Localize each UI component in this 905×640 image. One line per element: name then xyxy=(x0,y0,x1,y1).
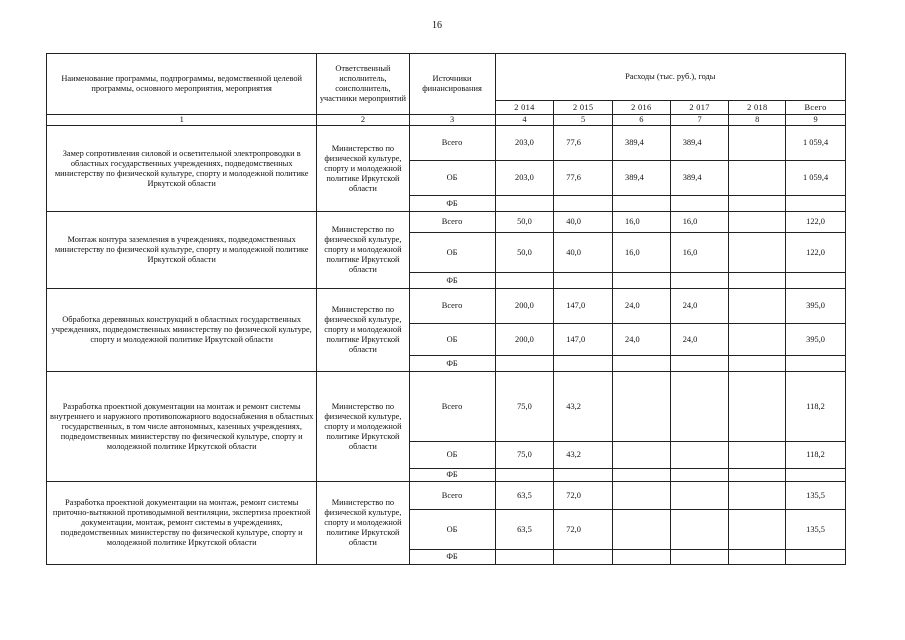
funding-source: Всего xyxy=(409,126,495,161)
value-cell xyxy=(729,212,786,233)
value-cell xyxy=(554,550,613,565)
value-cell: 203,0 xyxy=(495,161,554,196)
value-cell: 63,5 xyxy=(495,482,554,510)
value-cell xyxy=(729,324,786,356)
value-cell xyxy=(786,273,846,289)
value-cell xyxy=(786,356,846,372)
value-cell: 40,0 xyxy=(554,233,613,273)
measure-name: Разработка проектной документации на монтаж, ремонт системы приточно-вытяжной противодымной вентиляции, экспертиза проектной документации, монтаж, ремонт системы в учреждениях, подведомственных министерству по физической культуре, спорту и молодежной политике Иркутской области xyxy=(47,482,317,565)
value-cell: 122,0 xyxy=(786,233,846,273)
value-cell: 147,0 xyxy=(554,324,613,356)
value-cell xyxy=(670,356,729,372)
measure-name: Замер сопротивления силовой и осветительной электропроводки в областных государственных учреждениях, подведомственных министерству по физической культуре, спорту и молодежной политике Иркутской области xyxy=(47,126,317,212)
table-row xyxy=(47,482,846,510)
value-cell xyxy=(613,273,671,289)
value-cell: 75,0 xyxy=(495,442,554,469)
value-cell xyxy=(670,510,729,550)
value-cell xyxy=(729,442,786,469)
funding-source: ОБ xyxy=(409,233,495,273)
column-numbers-row xyxy=(47,115,846,126)
value-cell xyxy=(613,442,671,469)
value-cell xyxy=(729,356,786,372)
measure-name: Обработка деревянных конструкций в областных государственных учреждениях, подведомственных министерству по физической культуре, спорту и молодежной политике Иркутской области xyxy=(47,289,317,372)
value-cell xyxy=(495,273,554,289)
funding-source: ОБ xyxy=(409,161,495,196)
value-cell xyxy=(613,550,671,565)
value-cell: 72,0 xyxy=(554,510,613,550)
value-cell: 63,5 xyxy=(495,510,554,550)
header-year: 2 018 xyxy=(729,101,786,115)
executor: Министерство по физической культуре, спорту и молодежной политике Иркутской области xyxy=(317,289,409,372)
col-number: 2 xyxy=(317,115,409,126)
funding-source: ФБ xyxy=(409,273,495,289)
value-cell xyxy=(495,356,554,372)
value-cell: 135,5 xyxy=(786,482,846,510)
funding-source: ОБ xyxy=(409,442,495,469)
table-row xyxy=(47,212,846,233)
value-cell xyxy=(670,469,729,482)
measure-name: Разработка проектной документации на монтаж и ремонт системы внутреннего и наружного противопожарного водоснабжения в областных государственных, в том числе автономных, казенных учреждениях, подведомственных министерству по физической культуре, спорту и молодежной политике Иркутской области xyxy=(47,372,317,482)
value-cell xyxy=(729,482,786,510)
col-number: 3 xyxy=(409,115,495,126)
value-cell xyxy=(729,550,786,565)
header-executor: Ответственный исполнитель, соисполнитель, участники мероприятий xyxy=(317,54,409,115)
value-cell: 43,2 xyxy=(554,442,613,469)
value-cell: 43,2 xyxy=(554,372,613,442)
value-cell: 395,0 xyxy=(786,289,846,324)
value-cell: 389,4 xyxy=(670,161,729,196)
col-number: 7 xyxy=(670,115,729,126)
value-cell: 72,0 xyxy=(554,482,613,510)
value-cell: 24,0 xyxy=(670,289,729,324)
value-cell: 118,2 xyxy=(786,372,846,442)
value-cell xyxy=(554,469,613,482)
executor: Министерство по физической культуре, спорту и молодежной политике Иркутской области xyxy=(317,372,409,482)
value-cell xyxy=(729,126,786,161)
header-sources: Источники финансирования xyxy=(409,54,495,115)
value-cell: 16,0 xyxy=(670,212,729,233)
header-year: 2 015 xyxy=(554,101,613,115)
value-cell: 389,4 xyxy=(670,126,729,161)
value-cell xyxy=(670,372,729,442)
value-cell xyxy=(495,550,554,565)
funding-source: Всего xyxy=(409,289,495,324)
value-cell: 200,0 xyxy=(495,324,554,356)
value-cell xyxy=(670,196,729,212)
funding-source: ОБ xyxy=(409,510,495,550)
col-number: 5 xyxy=(554,115,613,126)
value-cell xyxy=(729,161,786,196)
value-cell: 203,0 xyxy=(495,126,554,161)
funding-source: Всего xyxy=(409,212,495,233)
funding-source: ФБ xyxy=(409,469,495,482)
value-cell: 24,0 xyxy=(613,324,671,356)
value-cell xyxy=(670,482,729,510)
value-cell xyxy=(729,469,786,482)
value-cell: 389,4 xyxy=(613,126,671,161)
value-cell xyxy=(495,196,554,212)
value-cell: 75,0 xyxy=(495,372,554,442)
measure-name: Монтаж контура заземления в учреждениях, подведомственных министерству по физической культуре, спорту и молодежной политике Иркутской области xyxy=(47,212,317,289)
value-cell: 1 059,4 xyxy=(786,126,846,161)
funding-source: ФБ xyxy=(409,196,495,212)
value-cell: 24,0 xyxy=(670,324,729,356)
header-year: 2 016 xyxy=(613,101,671,115)
value-cell xyxy=(554,273,613,289)
executor: Министерство по физической культуре, спорту и молодежной политике Иркутской области xyxy=(317,212,409,289)
value-cell xyxy=(613,469,671,482)
value-cell: 122,0 xyxy=(786,212,846,233)
page-number: 16 xyxy=(432,20,442,31)
value-cell xyxy=(670,273,729,289)
value-cell: 200,0 xyxy=(495,289,554,324)
value-cell: 24,0 xyxy=(613,289,671,324)
value-cell xyxy=(729,196,786,212)
col-number: 4 xyxy=(495,115,554,126)
value-cell xyxy=(554,196,613,212)
funding-source: ФБ xyxy=(409,356,495,372)
value-cell: 147,0 xyxy=(554,289,613,324)
value-cell xyxy=(613,196,671,212)
value-cell xyxy=(786,196,846,212)
value-cell: 118,2 xyxy=(786,442,846,469)
value-cell: 40,0 xyxy=(554,212,613,233)
value-cell xyxy=(554,356,613,372)
value-cell: 16,0 xyxy=(670,233,729,273)
value-cell: 77,6 xyxy=(554,161,613,196)
value-cell xyxy=(729,233,786,273)
header-year: 2 017 xyxy=(670,101,729,115)
header-name: Наименование программы, подпрограммы, ведомственной целевой программы, основного мероприятия, мероприятия xyxy=(47,54,317,115)
col-number: 1 xyxy=(47,115,317,126)
budget-table xyxy=(46,53,846,565)
value-cell xyxy=(729,372,786,442)
value-cell: 16,0 xyxy=(613,233,671,273)
value-cell xyxy=(786,469,846,482)
value-cell xyxy=(613,372,671,442)
col-number: 6 xyxy=(613,115,671,126)
value-cell xyxy=(729,289,786,324)
value-cell: 77,6 xyxy=(554,126,613,161)
funding-source: ОБ xyxy=(409,324,495,356)
value-cell: 1 059,4 xyxy=(786,161,846,196)
value-cell xyxy=(613,482,671,510)
value-cell: 50,0 xyxy=(495,233,554,273)
value-cell: 395,0 xyxy=(786,324,846,356)
value-cell xyxy=(613,510,671,550)
table-row xyxy=(47,289,846,324)
value-cell: 389,4 xyxy=(613,161,671,196)
value-cell xyxy=(729,510,786,550)
header-expenses: Расходы (тыс. руб.), годы xyxy=(495,54,845,101)
table-row xyxy=(47,372,846,442)
col-number: 8 xyxy=(729,115,786,126)
value-cell xyxy=(786,550,846,565)
header-year: Всего xyxy=(786,101,846,115)
table-row xyxy=(47,126,846,161)
col-number: 9 xyxy=(786,115,846,126)
value-cell xyxy=(670,442,729,469)
value-cell xyxy=(670,550,729,565)
header-year: 2 014 xyxy=(495,101,554,115)
funding-source: ФБ xyxy=(409,550,495,565)
funding-source: Всего xyxy=(409,372,495,442)
value-cell: 50,0 xyxy=(495,212,554,233)
value-cell xyxy=(729,273,786,289)
value-cell xyxy=(495,469,554,482)
executor: Министерство по физической культуре, спорту и молодежной политике Иркутской области xyxy=(317,482,409,565)
value-cell xyxy=(613,356,671,372)
funding-source: Всего xyxy=(409,482,495,510)
executor: Министерство по физической культуре, спорту и молодежной политике Иркутской области xyxy=(317,126,409,212)
value-cell: 16,0 xyxy=(613,212,671,233)
value-cell: 135,5 xyxy=(786,510,846,550)
